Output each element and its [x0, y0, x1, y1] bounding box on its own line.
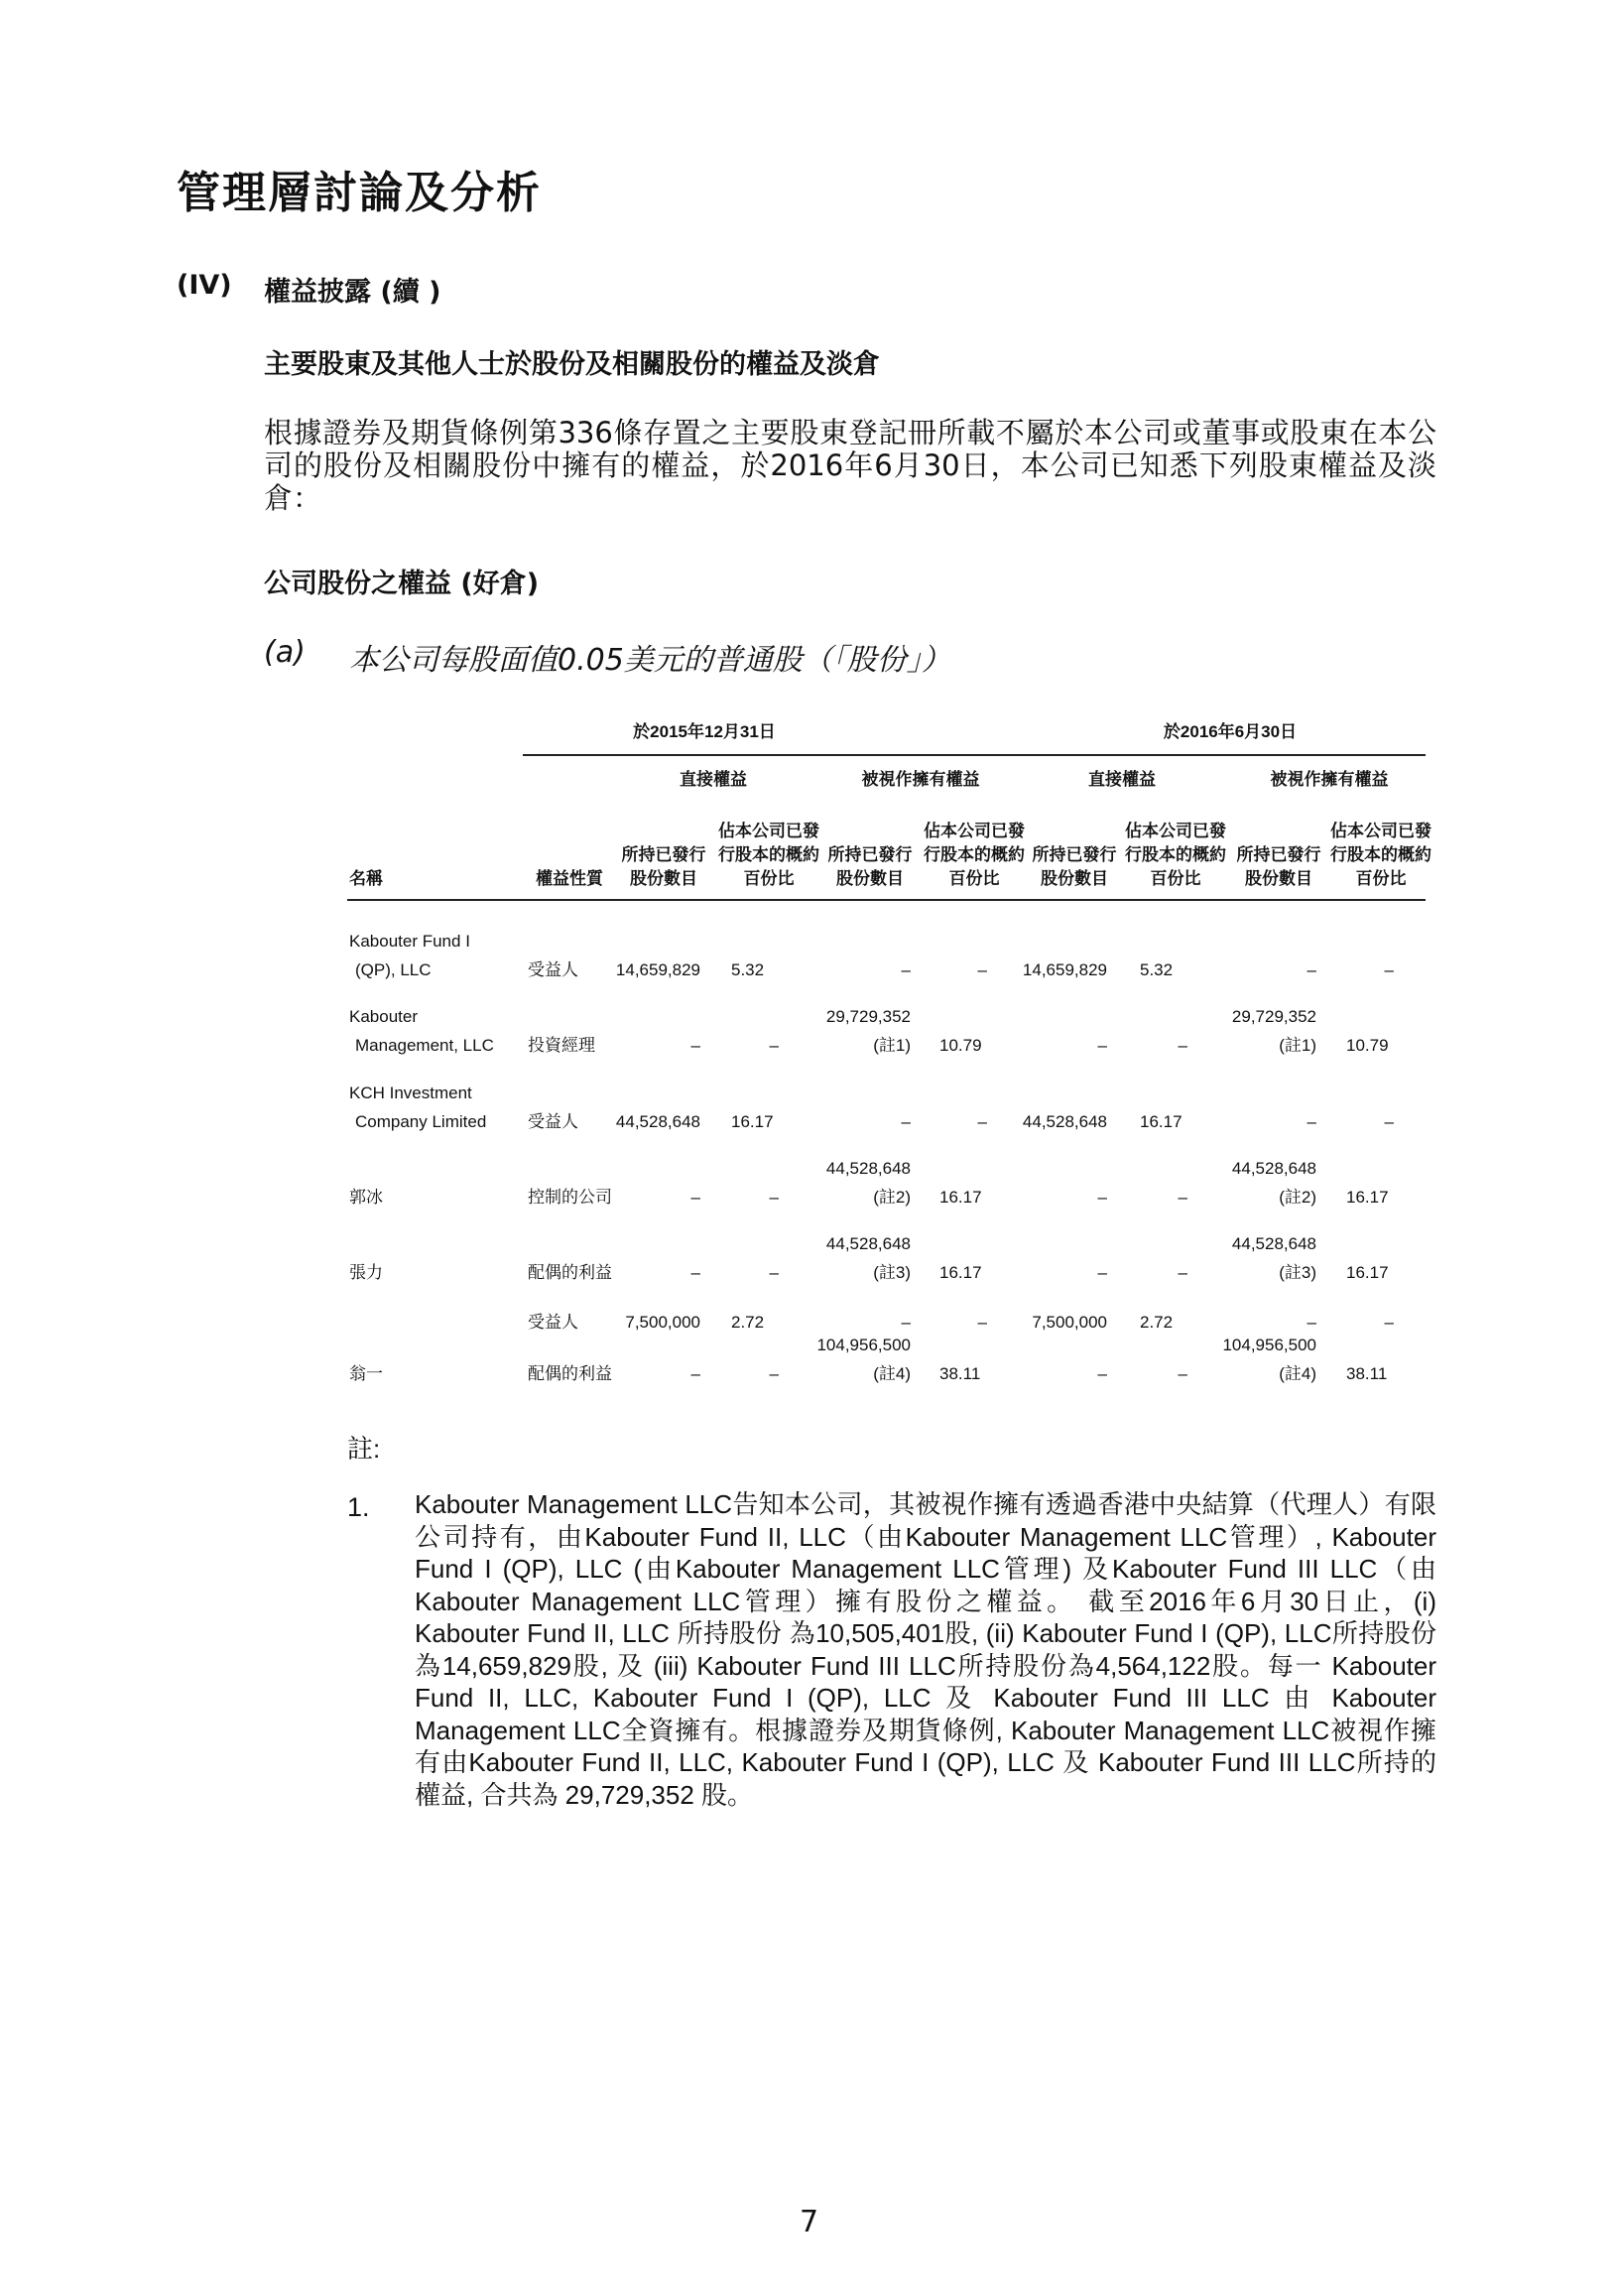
cell-value: 38.11	[1346, 1364, 1388, 1383]
cell-value: –	[1178, 1263, 1187, 1282]
cell-value: –	[1097, 1036, 1107, 1055]
col-header-pct: 佔本公司已發	[1330, 822, 1431, 840]
page-number: 7	[799, 2205, 819, 2239]
col-header-shares: 股份數目	[1245, 869, 1312, 888]
col-header-shares: 股份數目	[836, 869, 904, 888]
col-header-shares: 股份數目	[630, 869, 697, 888]
col-header-pct: 行股本的概約	[718, 845, 819, 864]
cell-value: –	[769, 1364, 779, 1383]
cell-note: (註1)	[873, 1036, 911, 1055]
col-header-pct: 佔本公司已發	[718, 822, 819, 840]
section-number: (IV)	[177, 270, 232, 301]
cell-value: 5.32	[1140, 960, 1174, 979]
cell-value: –	[769, 1036, 779, 1055]
cell-value: –	[901, 1112, 911, 1131]
cell-value: 44,528,648	[615, 1112, 700, 1131]
section-title: 權益披露 (續 )	[264, 277, 441, 308]
row-nature: 配偶的利益	[528, 1364, 612, 1383]
col-header-pct: 百份比	[743, 869, 795, 888]
page-title: 管理層討論及分析	[177, 168, 542, 218]
cell-value: –	[1097, 1364, 1107, 1383]
col-header-shares: 所持已發行	[1032, 845, 1117, 864]
sub-heading: 主要股東及其他人士於股份及相關股份的權益及淡倉	[264, 349, 880, 380]
col-header-shares: 所持已發行	[621, 845, 706, 864]
row-name: Company Limited	[355, 1112, 487, 1131]
row-name: KCH Investment	[349, 1084, 472, 1102]
row-nature: 配偶的利益	[528, 1263, 612, 1282]
cell-value: 7,500,000	[1032, 1313, 1107, 1332]
cell-value: –	[1097, 1188, 1107, 1207]
cell-value: 29,729,352	[1231, 1007, 1316, 1026]
cell-value: –	[1178, 1188, 1187, 1207]
group-header: 被視作擁有權益	[861, 770, 980, 789]
cell-value: 2.72	[1140, 1313, 1174, 1332]
cell-value: 14,659,829	[1022, 960, 1107, 979]
col-header-pct: 行股本的概約	[1125, 845, 1226, 864]
col-header-shares: 股份數目	[1041, 869, 1108, 888]
col-header-shares: 所持已發行	[1236, 845, 1321, 864]
cell-value: 104,956,500	[1222, 1336, 1316, 1354]
cell-value: 5.32	[731, 960, 765, 979]
period-header: 於2016年6月30日	[1163, 722, 1298, 741]
col-header-pct: 百份比	[1150, 869, 1201, 888]
note-text: Kabouter Management LLC告知本公司，其被視作擁有透過香港中央結算（代理人）有限公司持有，由Kabouter Fund II, LLC（由Kabouter Management LLC管理）, Kabouter Fund I (QP), LLC (由Kabouter Management LLC管理) 及Kabouter Fund III LLC（由Kabouter Management LLC管理）擁有股份之權益。 截至2016年6月30日止，(i) Kabouter Fund II, LLC 所持股份 為10,505,401股, (ii) Kabouter Fund I (QP), LLC所持股份為14,659,829股, 及 (iii) Kabouter Fund III LLC所持股份為4,564,122股。每一 Kabouter Fund II, LLC, Kabouter Fund I (QP), LLC 及 Kabouter Fund III LLC 由 Kabouter Management LLC全資擁有。根據證券及期貨條例, Kabouter Management LLC被視作擁有由Kabouter Fund II, LLC, Kabouter Fund I (QP), LLC 及 Kabouter Fund III LLC所持的權益, 合共為 29,729,352 股。	[415, 1489, 1436, 1810]
row-nature: 控制的公司	[528, 1188, 612, 1207]
cell-note: (註3)	[1279, 1263, 1316, 1282]
cell-value: 16.17	[1140, 1112, 1182, 1131]
col-header-pct: 百份比	[948, 869, 1000, 888]
cell-value: 2.72	[731, 1313, 765, 1332]
col-header-nature: 權益性質	[536, 869, 603, 888]
cell-value: 14,659,829	[615, 960, 700, 979]
col-header-pct: 行股本的概約	[1330, 845, 1431, 864]
cell-value: 10.79	[939, 1036, 982, 1055]
group-header: 直接權益	[680, 770, 747, 789]
cell-value: 7,500,000	[625, 1313, 700, 1332]
cell-note: (註2)	[873, 1188, 911, 1207]
cell-value: 44,528,648	[1231, 1234, 1316, 1253]
cell-value: –	[977, 1313, 987, 1332]
col-header-pct: 佔本公司已發	[924, 822, 1025, 840]
cell-value: 38.11	[939, 1364, 981, 1383]
cell-value: –	[690, 1263, 700, 1282]
row-nature: 受益人	[528, 960, 578, 979]
col-header-pct: 百份比	[1355, 869, 1407, 888]
cell-value: 44,528,648	[1231, 1159, 1316, 1178]
cell-value: –	[1178, 1364, 1187, 1383]
cell-value: 16.17	[939, 1263, 982, 1282]
row-name: Kabouter	[349, 1007, 418, 1026]
row-name: 翁一	[349, 1364, 383, 1383]
cell-note: (註3)	[873, 1263, 911, 1282]
cell-value: 44,528,648	[1022, 1112, 1107, 1131]
col-header-pct: 行股本的概約	[924, 845, 1025, 864]
cell-value: 16.17	[939, 1188, 982, 1207]
cell-value: 10.79	[1346, 1036, 1389, 1055]
cell-value: –	[690, 1036, 700, 1055]
cell-value: –	[1307, 960, 1316, 979]
cell-value: –	[1384, 960, 1394, 979]
cell-value: –	[1097, 1263, 1107, 1282]
cell-value: –	[977, 960, 987, 979]
group-header: 直接權益	[1088, 770, 1156, 789]
cell-value: 104,956,500	[816, 1336, 911, 1354]
interest-heading: 公司股份之權益 (好倉)	[264, 569, 540, 599]
cell-value: –	[769, 1263, 779, 1282]
period-header: 於2015年12月31日	[633, 722, 776, 741]
cell-value: –	[901, 960, 911, 979]
col-header-pct: 佔本公司已發	[1125, 822, 1226, 840]
cell-value: –	[1307, 1112, 1316, 1131]
intro-paragraph: 根據證券及期貨條例第336條存置之主要股東登記冊所載不屬於本公司或董事或股東在本公司的股份及相關股份中擁有的權益，於2016年6月30日，本公司已知悉下列股東權益及淡倉：	[264, 416, 1436, 515]
cell-value: –	[1178, 1036, 1187, 1055]
cell-note: (註4)	[1279, 1364, 1316, 1383]
cell-value: 44,528,648	[825, 1159, 911, 1178]
cell-value: –	[1307, 1313, 1316, 1332]
row-nature: 投資經理	[528, 1036, 595, 1055]
group-header: 被視作擁有權益	[1270, 770, 1389, 789]
item-label: (a)	[264, 635, 306, 670]
cell-value: –	[901, 1313, 911, 1332]
item-text: 本公司每股面值0.05美元的普通股（「股份」）	[349, 643, 951, 678]
row-nature: 受益人	[528, 1112, 578, 1131]
cell-value: –	[690, 1364, 700, 1383]
header-rule	[347, 899, 1426, 901]
cell-note: (註1)	[1279, 1036, 1316, 1055]
row-name: (QP), LLC	[355, 960, 432, 979]
row-name: Management, LLC	[355, 1036, 494, 1055]
col-header-shares: 所持已發行	[827, 845, 913, 864]
cell-value: 16.17	[1346, 1188, 1389, 1207]
cell-value: 16.17	[1346, 1263, 1389, 1282]
note-number: 1.	[347, 1492, 370, 1522]
cell-value: 29,729,352	[825, 1007, 911, 1026]
col-header-name: 名稱	[349, 869, 383, 888]
notes-label: 註:	[347, 1434, 381, 1464]
row-name: Kabouter Fund I	[349, 932, 470, 951]
row-name: 郭冰	[349, 1188, 383, 1207]
cell-value: 16.17	[731, 1112, 774, 1131]
cell-note: (註4)	[873, 1364, 911, 1383]
row-name: 張力	[349, 1263, 383, 1282]
cell-value: –	[769, 1188, 779, 1207]
cell-value: 44,528,648	[825, 1234, 911, 1253]
cell-value: –	[1384, 1112, 1394, 1131]
cell-value: –	[690, 1188, 700, 1207]
cell-value: –	[977, 1112, 987, 1131]
cell-note: (註2)	[1279, 1188, 1316, 1207]
row-nature: 受益人	[528, 1313, 578, 1332]
cell-value: –	[1384, 1313, 1394, 1332]
header-rule	[523, 754, 1426, 756]
